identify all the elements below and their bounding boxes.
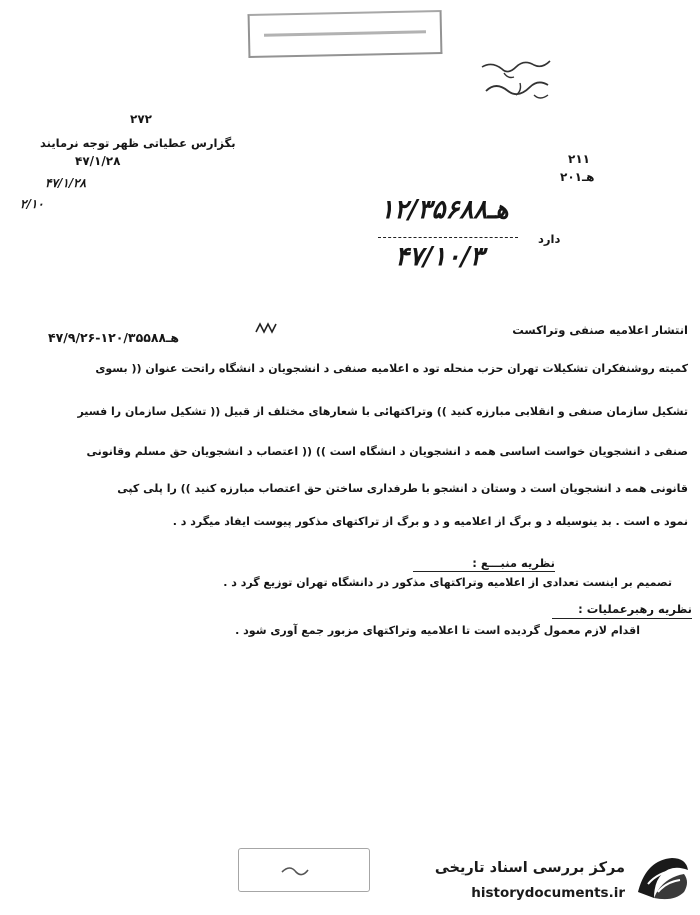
subject: انتشار اعلامیه صنفی وتراکست <box>512 323 688 337</box>
source-opinion-label: نظریه منبـــع : <box>472 556 555 570</box>
date-handwritten-2: ۲/۱۰ <box>20 197 44 211</box>
body-line-5: نمود ه است . بد ینوسیله د و برگ از اعلامیه و د و برگ از تراکتهای مذکور پیوست ایفاد میگرد د . <box>172 515 688 528</box>
code-number-a: ۲۱۱ <box>568 152 590 166</box>
archive-website[interactable]: historydocuments.ir <box>471 885 625 901</box>
operations-chief-text: اقدام لازم معمول گردیده است تا اعلامیه وتراکتهای مزبور جمع آوری شود . <box>235 624 640 637</box>
source-label-underline <box>413 571 555 572</box>
body-line-1: کمیته روشنفکران تشکیلات تهران حزب منحله تود ه اعلامیه صنفی د انشجویان د انشگاه راتحت عنوان (( بسوی <box>95 362 688 375</box>
operations-chief-label: نظریه رهبرعملیات : <box>578 602 692 616</box>
received-label: دارد <box>538 232 561 246</box>
archive-name: مرکز بررسی اسناد تاریخی <box>434 860 625 876</box>
body-line-3: صنفی د انشجویان خواست اساسی همه د انشجویان د انشگاه است )) (( اعتصاب د انشجویان حق مسلم وقانونی <box>86 445 688 458</box>
body-line-2: تشکیل سازمان صنفی و انقلابی مبارزه کنید )) وتراکتهائی با شعارهای مختلف از قبیل (( تشکیل سازمان را فسیر <box>77 405 688 418</box>
handwritten-file-number: ۱هـ۲/۳۵۶۸۸ <box>380 195 509 225</box>
chief-label-underline <box>552 618 692 619</box>
date-handwritten: ۴۷/۱/۲۸ <box>45 176 86 190</box>
subject-reference: ۴۷/۹/۲۶-۱هـ۲۰/۳۵۵۸۸ <box>48 330 180 345</box>
archive-logo-icon <box>632 852 692 907</box>
reference-number: ۲۷۲ <box>130 112 152 126</box>
distribution-note: بگزارس عطیاتی ظهر توجه نرمایند <box>40 136 236 150</box>
date-stamp: ۴۷/۱/۲۸ <box>75 154 121 168</box>
top-stamp <box>248 10 443 58</box>
handwritten-annotation <box>474 55 559 110</box>
code-number-b: ۲۰هـ۱ <box>560 170 595 184</box>
source-opinion-text: تصمیم بر اینست تعدادی از اعلامیه وتراکتهای مذکور در دانشگاه تهران توزیع گرد د . <box>223 576 672 589</box>
body-line-4: قانونی همه د انشجویان است د وستان د انشجو با طرفداری ساختن حق اعتصاب مبارزه کنید )) را پلی کپی <box>117 482 688 495</box>
handwritten-date: ۴۷/۱۰/۳ <box>395 242 484 272</box>
dashed-divider <box>378 237 518 238</box>
stamp-scribble-icon <box>278 860 318 880</box>
stamp-mark-icon <box>255 322 277 334</box>
